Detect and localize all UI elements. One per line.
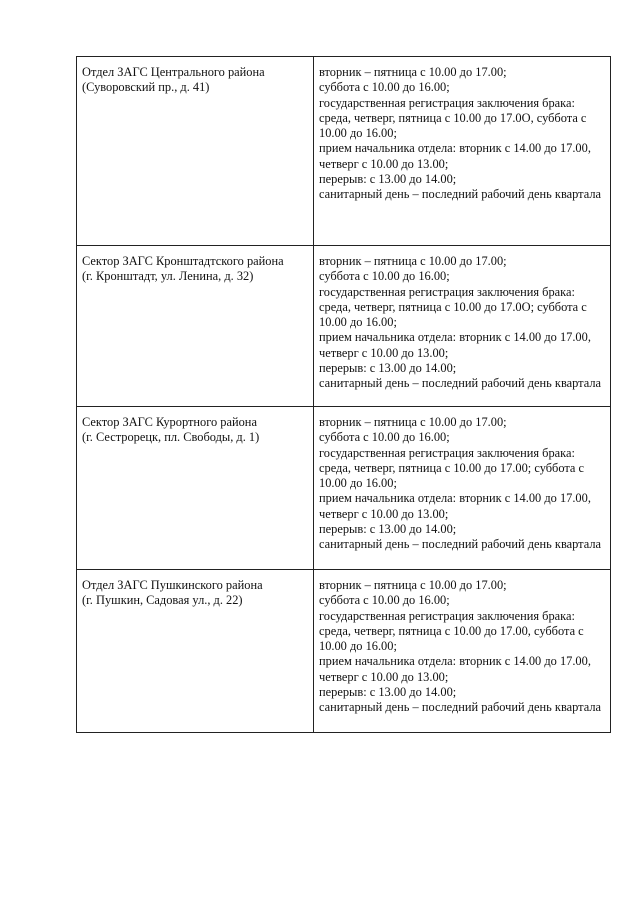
schedule-line: государственная регистрация заключения брака: xyxy=(319,284,575,299)
office-address: (Суворовский пр., д. 41) xyxy=(82,80,210,95)
office-address: (г. Кронштадт, ул. Ленина, д. 32) xyxy=(82,269,254,284)
office-name: Сектор ЗАГС Кронштадтского района xyxy=(82,254,284,268)
office-name: Отдел ЗАГС Центрального района xyxy=(82,65,265,79)
schedule-line: государственная регистрация заключения брака: xyxy=(319,445,575,460)
schedule-line: суббота с 10.00 до 16.00; xyxy=(319,80,450,95)
schedule-line: прием начальника отдела: вторник с 14.00 до 17.00, четверг с 10.00 до 13.00; xyxy=(319,654,591,684)
table-row xyxy=(77,57,611,246)
schedule-line: среда, четверг, пятница с 10.00 до 17.00; суббота с 10.00 до 16.00; xyxy=(319,460,585,491)
office-cell xyxy=(77,57,314,246)
schedule-line: государственная регистрация заключения брака: xyxy=(319,95,575,110)
schedule-line: среда, четверг, пятница с 10.00 до 17.0О; суббота с 10.00 до 16.00; xyxy=(319,299,587,330)
schedule-line: среда, четверг, пятница с 10.00 до 17.0О, суббота с 10.00 до 16.00; xyxy=(319,110,587,141)
schedule-line: санитарный день – последний рабочий день квартала xyxy=(319,700,602,715)
schedule-cell xyxy=(314,570,611,733)
office-address: (г. Сестрорецк, пл. Свободы, д. 1) xyxy=(82,430,260,445)
schedule-line: прием начальника отдела: вторник с 14.00 до 17.00, четверг с 10.00 до 13.00; xyxy=(319,141,591,171)
office-name: Отдел ЗАГС Пушкинского района xyxy=(82,578,263,592)
table-row xyxy=(77,246,611,407)
schedule-line: перерыв: с 13.00 до 14.00; xyxy=(319,172,457,187)
schedule-cell xyxy=(314,407,611,570)
office-name: Сектор ЗАГС Курортного района xyxy=(82,415,257,429)
schedule-line: прием начальника отдела: вторник с 14.00 до 17.00, четверг с 10.00 до 13.00; xyxy=(319,330,591,360)
schedule-line: вторник – пятница с 10.00 до 17.00; xyxy=(319,254,507,268)
table-row xyxy=(77,570,611,733)
registry-offices-schedule-table xyxy=(76,56,611,733)
schedule-cell xyxy=(314,246,611,407)
schedule-line: санитарный день – последний рабочий день квартала xyxy=(319,537,602,552)
schedule-line: санитарный день – последний рабочий день квартала xyxy=(319,187,602,202)
schedule-line: государственная регистрация заключения брака: xyxy=(319,608,575,623)
office-cell xyxy=(77,246,314,407)
schedule-line: среда, четверг, пятница с 10.00 до 17.00, суббота с 10.00 до 16.00; xyxy=(319,623,584,654)
schedule-line: вторник – пятница с 10.00 до 17.00; xyxy=(319,65,507,79)
schedule-line: санитарный день – последний рабочий день квартала xyxy=(319,376,602,391)
schedule-line: перерыв: с 13.00 до 14.00; xyxy=(319,522,457,537)
schedule-line: суббота с 10.00 до 16.00; xyxy=(319,269,450,284)
schedule-line: вторник – пятница с 10.00 до 17.00; xyxy=(319,415,507,429)
office-address: (г. Пушкин, Садовая ул., д. 22) xyxy=(82,593,243,608)
schedule-line: прием начальника отдела: вторник с 14.00 до 17.00, четверг с 10.00 до 13.00; xyxy=(319,491,591,521)
schedule-line: перерыв: с 13.00 до 14.00; xyxy=(319,685,457,700)
schedule-cell xyxy=(314,57,611,246)
office-cell xyxy=(77,570,314,733)
schedule-line: перерыв: с 13.00 до 14.00; xyxy=(319,361,457,376)
schedule-line: вторник – пятница с 10.00 до 17.00; xyxy=(319,578,507,592)
schedule-line: суббота с 10.00 до 16.00; xyxy=(319,430,450,445)
office-cell xyxy=(77,407,314,570)
table-row xyxy=(77,407,611,570)
schedule-line: суббота с 10.00 до 16.00; xyxy=(319,593,450,608)
